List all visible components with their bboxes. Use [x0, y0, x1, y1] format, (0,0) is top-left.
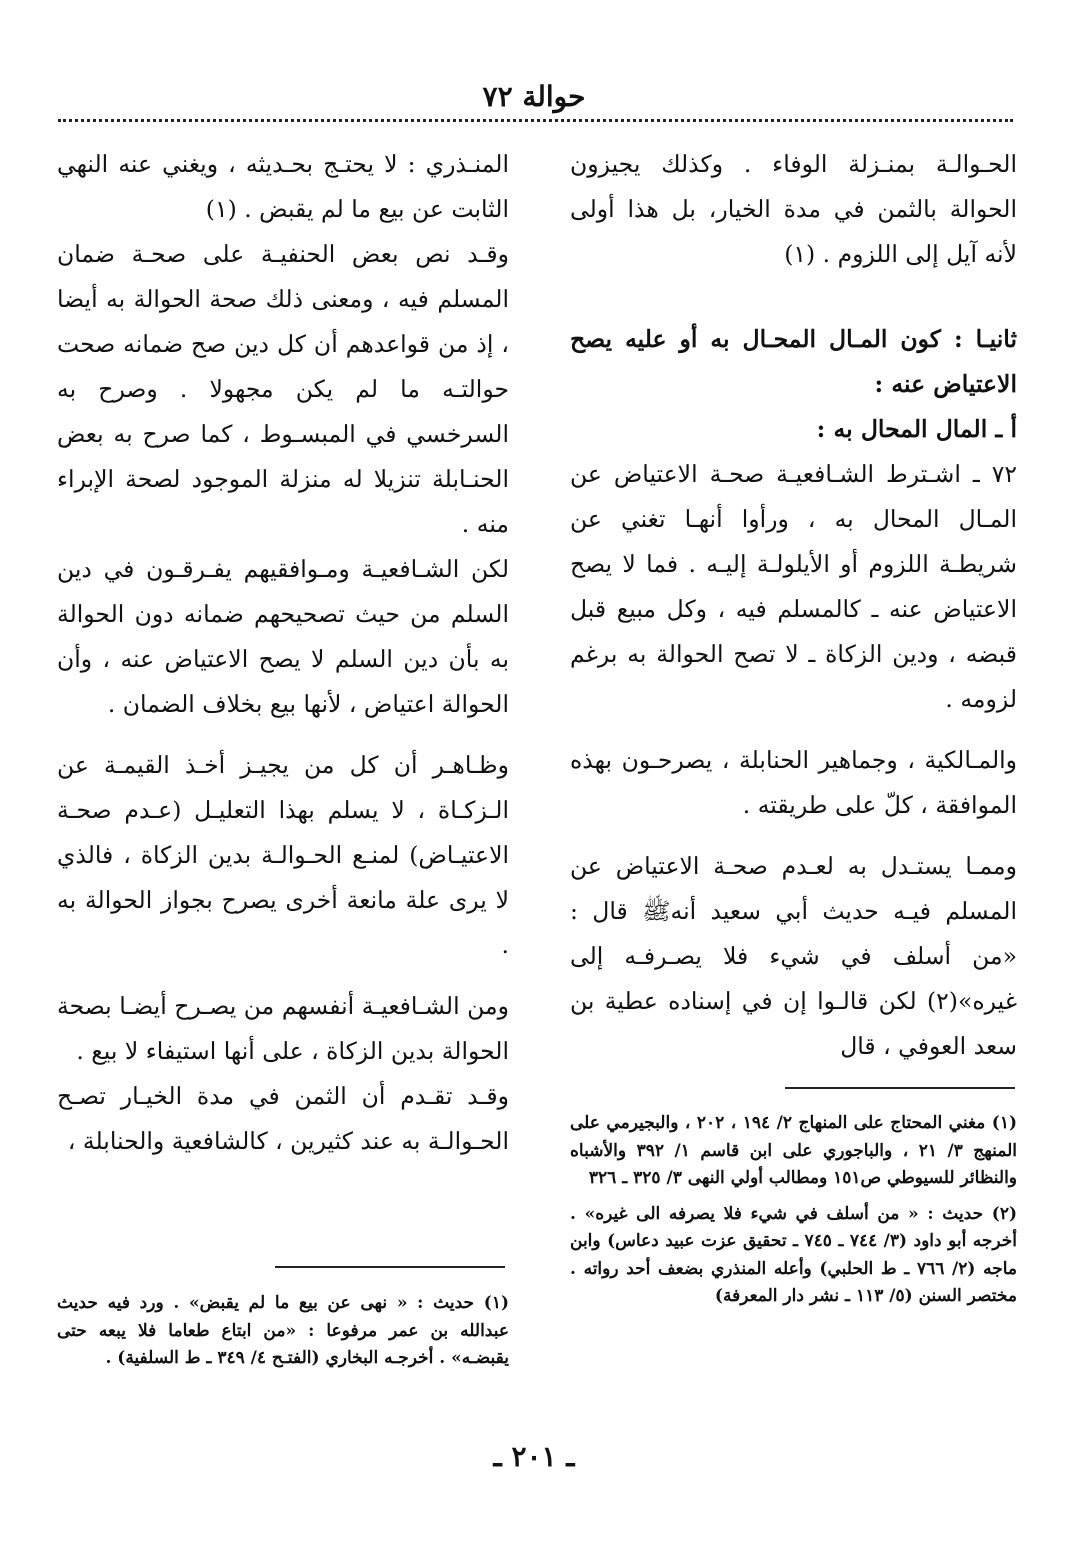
- footnote-right-1: (١) مغني المحتاج على المنهاج ٢/ ١٩٤ ، ٢٠٢ ، والبجيرمي على المنهج ٣/ ٢١ ، والباجوري على ابن قاسم ١/ ٣٩٢ والأشباه والنظائر للسيوطي ص١٥١ ومطالب أولي النهى ٣/ ٣٢٥ ـ ٣٢٦: [570, 1113, 1017, 1188]
- footnote-divider-right: [785, 1087, 1015, 1089]
- footnote-right-2: (٢) حديث : « من أسلف في شيء فلا يصرفه الى غيره» . أخرجه أبو داود (٣/ ٧٤٤ ـ ٧٤٥ ـ تحقيق عزت عبيد دعاس) وابن ماجه (٢/ ٧٦٦ ـ ط الحلبي) وأعله المنذري بضعف أحد رواته . مختصر السنن (٥/ ١١٣ ـ نشر دار المعرفة): [570, 1203, 1017, 1306]
- right-column: [570, 142, 1017, 1069]
- right-paragraph-72: ٧٢ ـ اشـترط الشـافعيـة صحـة الاعتياض عن المـال المحال به ، ورأوا أنهـا تغني عن شريطـة اللزوم أو الأيلولـة إليـه . فما لا يصح الاعتياض عنه ـ كالمسلم فيه ، وكل مبيع قبل قبضه ، ودين الزكاة ـ لا تصح الحوالة به برغم لزومه .: [570, 460, 1017, 713]
- left-paragraph-hanafiya: وقـد نص بعض الحنفيـة على صحـة ضمان المسلم فيه ، ومعنى ذلك صحة الحوالة به أيضا ، إذ من قواعدهم أن كل دين صح ضمانه صحت حوالتـه ما لم يكن مجهولا . وصرح به السرخسي في المبسـوط ، كما صرح به بعض الحنـابلة تنزيلا له منزلة الموجود لصحة الإبراء منه .: [57, 240, 509, 538]
- footnotes-left: [57, 1290, 509, 1381]
- page-header-title: حوالة ٧٢: [482, 80, 586, 113]
- footnote-left-1: (١) حديث : « نهى عن بيع ما لم يقبض» . ورد فيه حديث عبدالله بن عمر مرفوعا : «من ابتاع طعاما فلا يبعه حتى يقبضـه» . أخرجـه البخاري (الفتـح ٤/ ٣٤٩ ـ ط السلفية) .: [57, 1293, 509, 1368]
- right-paragraph-malikiya: والمـالكية ، وجماهير الحنابلة ، يصرحـون بهذه الموافقة ، كلّ على طريقته .: [570, 746, 1017, 819]
- right-paragraph-evidence: وممـا يستـدل به لعـدم صحـة الاعتياض عن المسلم فيـه حديث أبي سعيد أنهﷺ قال : «من أسلف في شيء فلا يصـرفـه إلى غيره»(٢) لكن قالـوا إن في إسناده عطية بن سعد العوفي ، قال: [570, 852, 1017, 1060]
- left-paragraph-price-option: وقـد تقـدم أن الثمن في مدة الخيـار تصـح الحـوالـة به عند كثيرين ، كالشافعية والحنابلة ،: [57, 1082, 509, 1155]
- footnote-divider-left: [275, 1266, 505, 1268]
- page-number: ـ ٢٠١ ـ: [493, 1440, 575, 1473]
- section-heading-second: ثانيـا : كون المـال المحـال به أو عليه يصح الاعتياض عنه :: [570, 325, 1017, 398]
- left-paragraph-shafiiya: لكن الشـافعيـة ومـوافقيهم يفـرقـون في دين السلم من حيث تصحيحهم ضمانه دون الحوالة به بأن دين السلم لا يصح الاعتياض عنه ، وأن الحوالة اعتياض ، لأنها بيع بخلاف الضمان .: [57, 555, 509, 718]
- left-paragraph-1: المنـذري : لا يحتـج بحـديثه ، ويغني عنه النهي الثابت عن بيع ما لم يقبض . (١): [57, 150, 509, 223]
- footnotes-right: [570, 1110, 1017, 1319]
- subsection-heading-a: أ ـ المال المحال به :: [816, 415, 1017, 443]
- left-column: [57, 142, 509, 1164]
- left-paragraph-shafiiya-themselves: ومن الشـافعيـة أنفسهم من يصـرح أيضـا بصحة الحوالة بدين الزكاة ، على أنها استيفاء لا بيع .: [57, 992, 509, 1065]
- right-paragraph-1: الحـوالـة بمنـزلة الوفاء . وكذلك يجيزون الحوالة بالثمن في مدة الخيار، بل هذا أولى لأنه آيل إلى اللزوم . (١): [570, 150, 1017, 268]
- header-dotted-divider: [58, 119, 1013, 122]
- left-paragraph-zakat: وظـاهـر أن كل من يجيـز أخـذ القيمـة عن الـزكـاة ، لا يسلم بهذا التعليـل (عـدم صحـة الاعتيـاض) لمنـع الحـوالـة بدين الزكاة ، فالذي لا يرى علة مانعة أخرى يصرح بجواز الحوالة به .: [57, 751, 509, 959]
